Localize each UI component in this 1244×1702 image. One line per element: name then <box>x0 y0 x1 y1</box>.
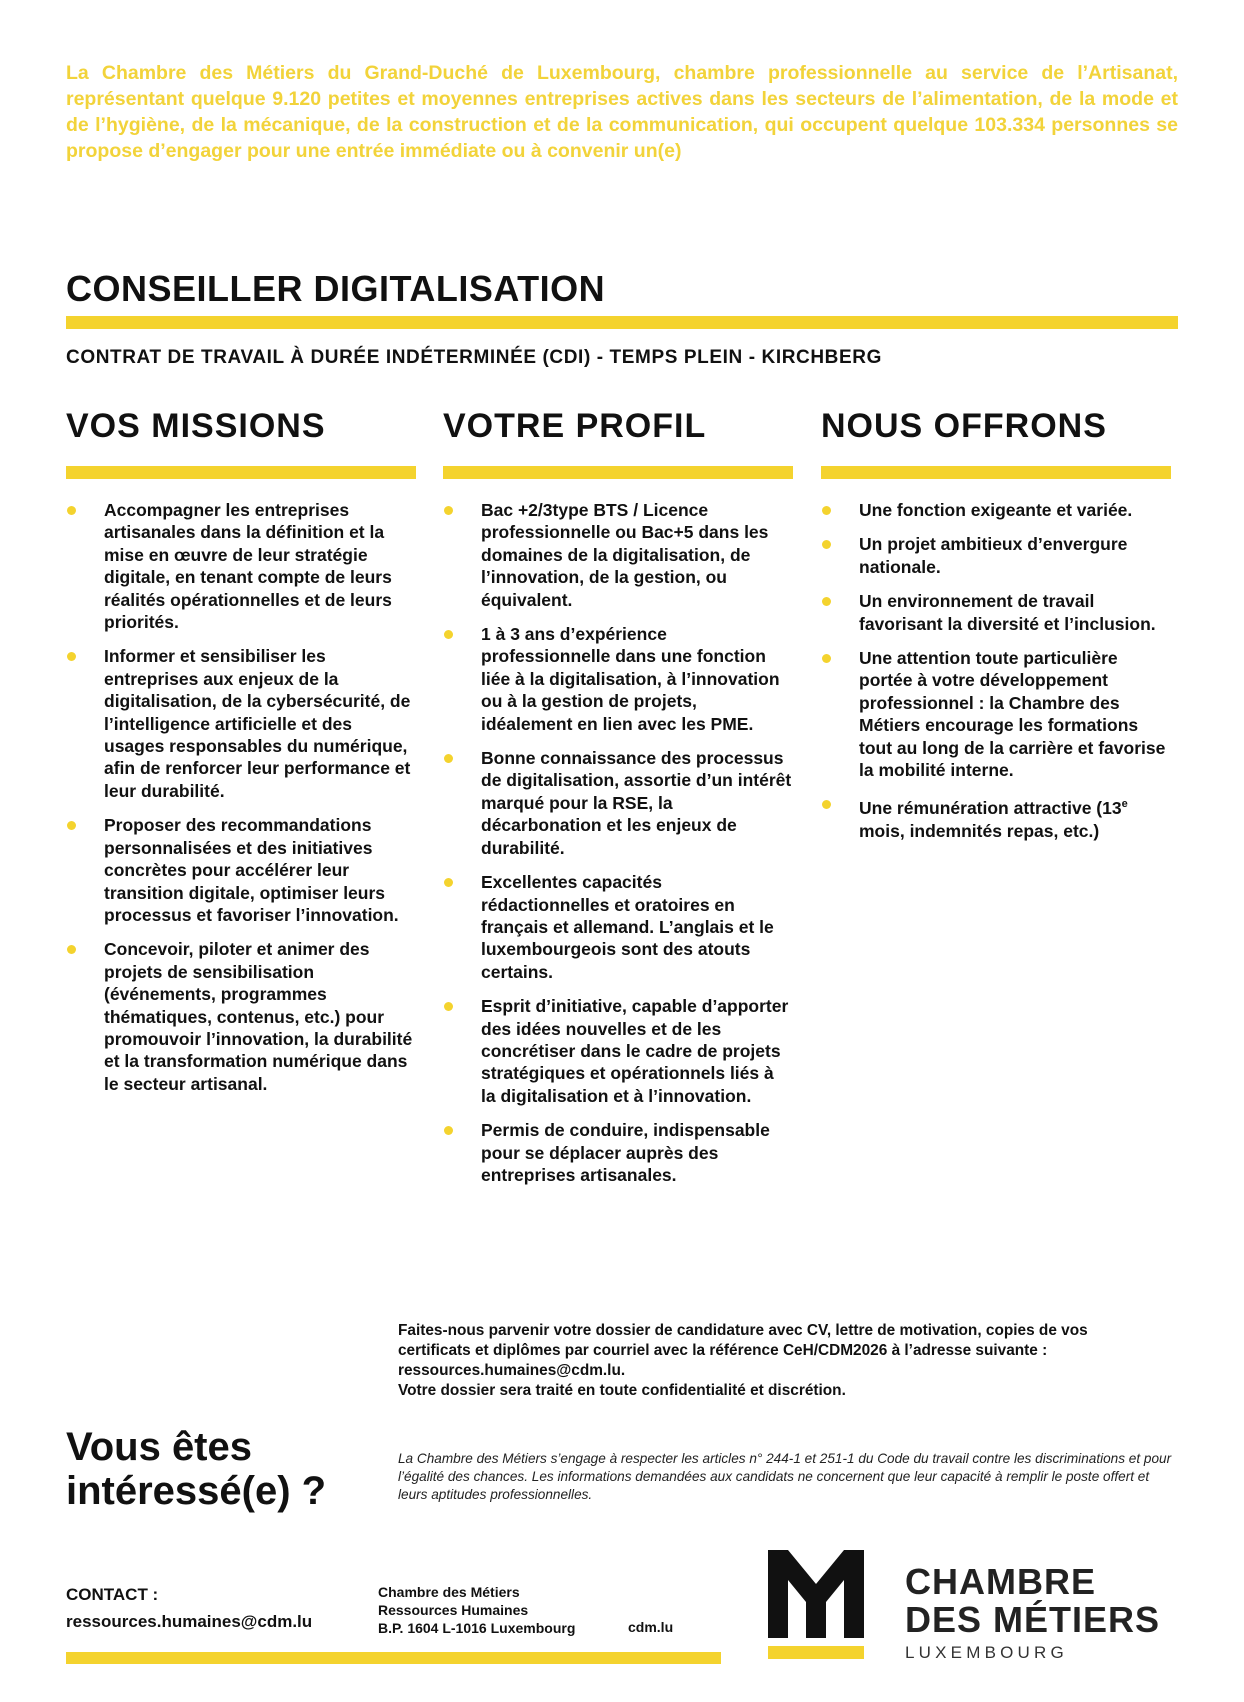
profil-underline-bar <box>443 466 793 479</box>
bullet-icon <box>822 654 831 663</box>
footer-bar <box>66 1652 721 1664</box>
list-item: Bonne connaissance des processus de digitalisation, assortie d’un intérêt marqué pour la RSE, la décarbonation et les enjeux de durabilité. <box>443 747 793 859</box>
missions-list <box>66 499 416 1095</box>
contact-label: CONTACT : <box>66 1585 159 1604</box>
list-item: Bac +2/3type BTS / Licence professionnelle ou Bac+5 dans les domaines de la digitalisation, de l’innovation, de la gestion, ou équivalent. <box>443 499 793 611</box>
cdm-logo-icon <box>768 1550 864 1660</box>
title-underline-bar <box>66 316 1178 329</box>
intro-paragraph: La Chambre des Métiers du Grand-Duché de Luxembourg, chambre professionnelle au service de l’Artisanat, représentant quelque 9.120 petites et moyennes entreprises actives dans les secteurs de l’alimentation, de la mode et de l’hygiène, de la mécanique, de la construction et de la communication, qui occupent quelque 103.334 personnes se propose d’engager pour une entrée immédiate ou à convenir un(e) <box>66 62 1178 162</box>
list-item: Excellentes capacités rédactionnelles et oratoires en français et allemand. L’anglais et le luxembourgeois sont des atouts certains. <box>443 871 793 983</box>
list-item: Un projet ambitieux d’envergure nationale. <box>821 533 1171 578</box>
offrons-heading: NOUS OFFRONS <box>821 407 1107 445</box>
postal-address: Chambre des Métiers Ressources Humaines B.P. 1604 L-1016 Luxembourg <box>378 1584 576 1636</box>
profil-list <box>443 499 793 1186</box>
list-item: Esprit d’initiative, capable d’apporter des idées nouvelles et de les concrétiser dans le cadre de projets stratégiques et opérationnels liés à la digitalisation et à l’innovation. <box>443 995 793 1107</box>
application-instructions: Faites-nous parvenir votre dossier de candidature avec CV, lettre de motivation, copies de vos certificats et diplômes par courriel avec la référence CeH/CDM2026 à l’adresse suivante : ressources.humaines@cdm.lu. Votre dossier sera traité en toute confidentialité et discrétion. <box>398 1321 1188 1401</box>
list-item: 1 à 3 ans d’expérience professionnelle dans une fonction liée à la digitalisation, à l’innovation ou à la gestion de projets, idéalement en lien avec les PME. <box>443 623 793 735</box>
contract-info: CONTRAT DE TRAVAIL À DURÉE INDÉTERMINÉE (CDI) - TEMPS PLEIN - KIRCHBERG <box>66 347 882 368</box>
bullet-icon <box>67 652 76 661</box>
bullet-icon <box>444 506 453 515</box>
cdm-logo-text: CHAMBRE DES MÉTIERS LUXEMBOURG <box>905 1561 1161 1662</box>
interested-heading: Vous êtes intéressé(e) ? <box>66 1425 327 1513</box>
bullet-icon <box>444 754 453 763</box>
bullet-icon <box>67 821 76 830</box>
legal-notice: La Chambre des Métiers s’engage à respecter les articles n° 244-1 et 251-1 du Code du travail contre les discriminations et pour l’égalité des chances. Les informations demandées aux candidats ne concernent que leur capacité à remplir le poste offert et leurs aptitudes professionnelles. <box>398 1451 1172 1502</box>
list-item: Une fonction exigeante et variée. <box>821 499 1171 521</box>
profil-column <box>443 404 793 1198</box>
application-email[interactable]: ressources.humaines@cdm.lu. <box>398 1362 626 1379</box>
bullet-icon <box>444 1002 453 1011</box>
list-item: Une rémunération attractive (13e mois, indemnités repas, etc.) <box>821 793 1171 842</box>
bullet-icon <box>822 506 831 515</box>
job-title: CONSEILLER DIGITALISATION <box>66 268 606 309</box>
bullet-icon <box>822 800 831 809</box>
bullet-icon <box>822 597 831 606</box>
profil-heading: VOTRE PROFIL <box>443 407 707 445</box>
bullet-icon <box>444 1126 453 1135</box>
list-item: Permis de conduire, indispensable pour se déplacer auprès des entreprises artisanales. <box>443 1119 793 1186</box>
offrons-underline-bar <box>821 466 1171 479</box>
bullet-icon <box>822 540 831 549</box>
list-item: Une attention toute particulière portée à votre développement professionnel : la Chambre des Métiers encourage les formations tout au long de la carrière et favorise la mobilité interne. <box>821 647 1171 781</box>
bullet-icon <box>67 506 76 515</box>
website-link[interactable]: cdm.lu <box>628 1619 674 1635</box>
missions-column <box>66 404 416 1107</box>
list-item: Accompagner les entreprises artisanales dans la définition et la mise en œuvre de leur stratégie digitale, en tenant compte de leurs réalités opérationnelles et de leurs priorités. <box>66 499 416 633</box>
list-item: Concevoir, piloter et animer des projets de sensibilisation (événements, programmes thématiques, contenus, etc.) pour promouvoir l’innovation, la durabilité et la transformation numérique dans le secteur artisanal. <box>66 938 416 1095</box>
list-item: Informer et sensibiliser les entreprises aux enjeux de la digitalisation, de la cybersécurité, de l’intelligence artificielle et des usages responsables du numérique, afin de renforcer leur performance et leur durabilité. <box>66 645 416 802</box>
list-item: Un environnement de travail favorisant la diversité et l’inclusion. <box>821 590 1171 635</box>
bullet-icon <box>444 878 453 887</box>
list-item: Proposer des recommandations personnalisées et des initiatives concrètes pour accélérer leur transition digitale, optimiser leurs processus et favoriser l’innovation. <box>66 814 416 926</box>
offrons-list <box>821 499 1171 842</box>
missions-underline-bar <box>66 466 416 479</box>
contact-email-link[interactable]: ressources.humaines@cdm.lu <box>66 1612 313 1631</box>
missions-heading: VOS MISSIONS <box>66 407 326 445</box>
bullet-icon <box>444 630 453 639</box>
offrons-column <box>821 404 1171 854</box>
bullet-icon <box>67 945 76 954</box>
